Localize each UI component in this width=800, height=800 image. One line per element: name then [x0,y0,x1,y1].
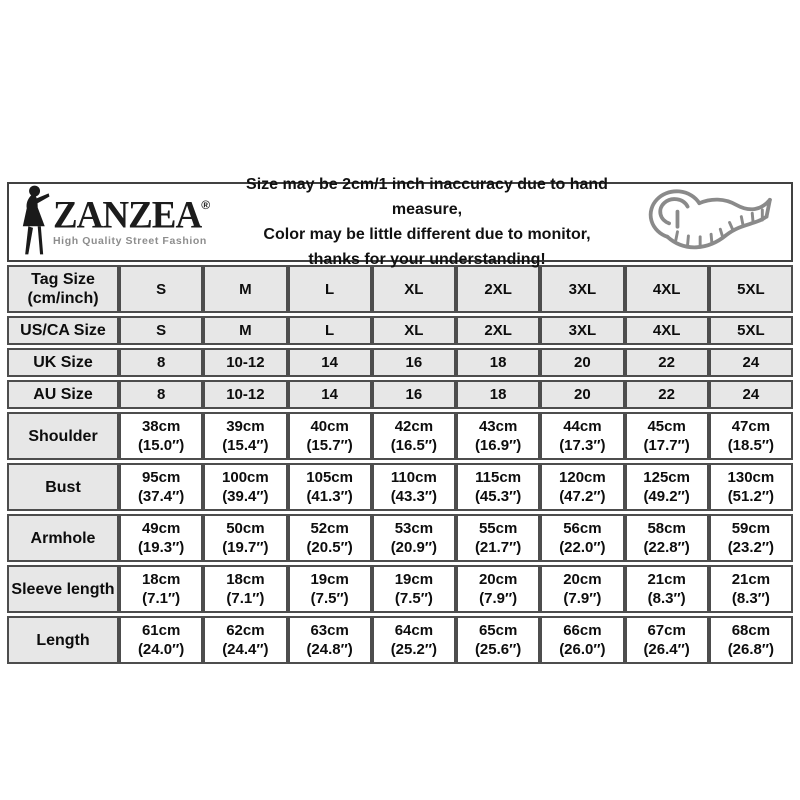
size-cell: 110cm (43.3″) [372,463,456,511]
table-row [7,616,793,664]
size-disclaimer [231,172,623,272]
disclaimer-line-2: Color may be little different due to monitor, [263,226,591,243]
table-row [7,463,793,511]
size-cell: 95cm (37.4″) [119,463,203,511]
disclaimer-line-3: thanks for your understanding! [308,251,546,268]
size-cell: S [119,316,203,345]
size-cell: 65cm (25.6″) [456,616,540,664]
size-cell: 67cm (26.4″) [625,616,709,664]
size-cell: 18 [456,380,540,409]
size-cell: 10-12 [203,380,287,409]
table-row [7,514,793,562]
row-label: US/CA Size [7,316,119,345]
row-label: Length [7,616,119,664]
size-cell: 3XL [540,265,624,313]
size-cell: 4XL [625,316,709,345]
size-cell: 22 [625,348,709,377]
row-label: Sleeve length [7,565,119,613]
brand-name: ZANZEA [53,194,202,238]
size-cell: S [119,265,203,313]
size-cell: 18cm (7.1″) [119,565,203,613]
table-row [7,565,793,613]
table-row [7,348,793,377]
size-cell: 20cm (7.9″) [456,565,540,613]
size-cell: 5XL [709,316,793,345]
size-cell: 5XL [709,265,793,313]
size-cell: L [288,265,372,313]
brand-logo [9,184,231,261]
size-cell: M [203,316,287,345]
size-cell: 45cm (17.7″) [625,412,709,460]
registered-trademark-symbol: ® [201,198,211,213]
size-cell: 8 [119,348,203,377]
size-cell: 52cm (20.5″) [288,514,372,562]
size-cell: 3XL [540,316,624,345]
size-cell: 10-12 [203,348,287,377]
table-row [7,412,793,460]
size-cell: 63cm (24.8″) [288,616,372,664]
size-cell: 16 [372,380,456,409]
size-cell: 61cm (24.0″) [119,616,203,664]
size-cell: 55cm (21.7″) [456,514,540,562]
size-cell: 58cm (22.8″) [625,514,709,562]
size-cell: 19cm (7.5″) [288,565,372,613]
size-cell: XL [372,265,456,313]
measuring-tape-icon [623,178,791,267]
size-cell: 66cm (26.0″) [540,616,624,664]
size-cell: 20 [540,380,624,409]
size-cell: 8 [119,380,203,409]
size-cell: 42cm (16.5″) [372,412,456,460]
size-cell: 49cm (19.3″) [119,514,203,562]
brand-wordmark [53,194,211,248]
size-cell: 130cm (51.2″) [709,463,793,511]
table-row [7,380,793,409]
size-cell: 20 [540,348,624,377]
row-label: Tag Size (cm/inch) [7,265,119,313]
row-label: Bust [7,463,119,511]
fashion-woman-silhouette-icon [15,184,51,261]
size-cell: M [203,265,287,313]
size-cell: 64cm (25.2″) [372,616,456,664]
size-cell: 115cm (45.3″) [456,463,540,511]
size-cell: 24 [709,348,793,377]
size-cell: 19cm (7.5″) [372,565,456,613]
size-cell: XL [372,316,456,345]
size-cell: 4XL [625,265,709,313]
row-label: Shoulder [7,412,119,460]
size-cell: 53cm (20.9″) [372,514,456,562]
brand-tagline: High Quality Street Fashion [53,235,207,248]
size-cell: 100cm (39.4″) [203,463,287,511]
size-cell: 14 [288,348,372,377]
size-cell: 18cm (7.1″) [203,565,287,613]
disclaimer-line-1: Size may be 2cm/1 inch inaccuracy due to hand measure, [246,176,608,218]
row-label: AU Size [7,380,119,409]
table-row [7,265,793,313]
table-row [7,316,793,345]
size-cell: 18 [456,348,540,377]
row-label: Armhole [7,514,119,562]
size-cell: 22 [625,380,709,409]
size-cell: 56cm (22.0″) [540,514,624,562]
size-cell: 40cm (15.7″) [288,412,372,460]
size-cell: 14 [288,380,372,409]
size-chart-table [7,262,793,667]
size-cell: 21cm (8.3″) [625,565,709,613]
size-cell: 21cm (8.3″) [709,565,793,613]
size-cell: 2XL [456,265,540,313]
size-cell: 39cm (15.4″) [203,412,287,460]
size-cell: 120cm (47.2″) [540,463,624,511]
size-chart-sheet [7,0,793,667]
size-table-body [7,265,793,664]
row-label: UK Size [7,348,119,377]
size-cell: 38cm (15.0″) [119,412,203,460]
size-cell: 47cm (18.5″) [709,412,793,460]
size-cell: 24 [709,380,793,409]
size-cell: 105cm (41.3″) [288,463,372,511]
size-cell: 43cm (16.9″) [456,412,540,460]
size-cell: 20cm (7.9″) [540,565,624,613]
size-cell: 2XL [456,316,540,345]
size-cell: 59cm (23.2″) [709,514,793,562]
size-cell: L [288,316,372,345]
size-cell: 16 [372,348,456,377]
size-cell: 125cm (49.2″) [625,463,709,511]
size-cell: 62cm (24.4″) [203,616,287,664]
header-band [7,176,793,268]
size-cell: 44cm (17.3″) [540,412,624,460]
size-cell: 68cm (26.8″) [709,616,793,664]
size-cell: 50cm (19.7″) [203,514,287,562]
